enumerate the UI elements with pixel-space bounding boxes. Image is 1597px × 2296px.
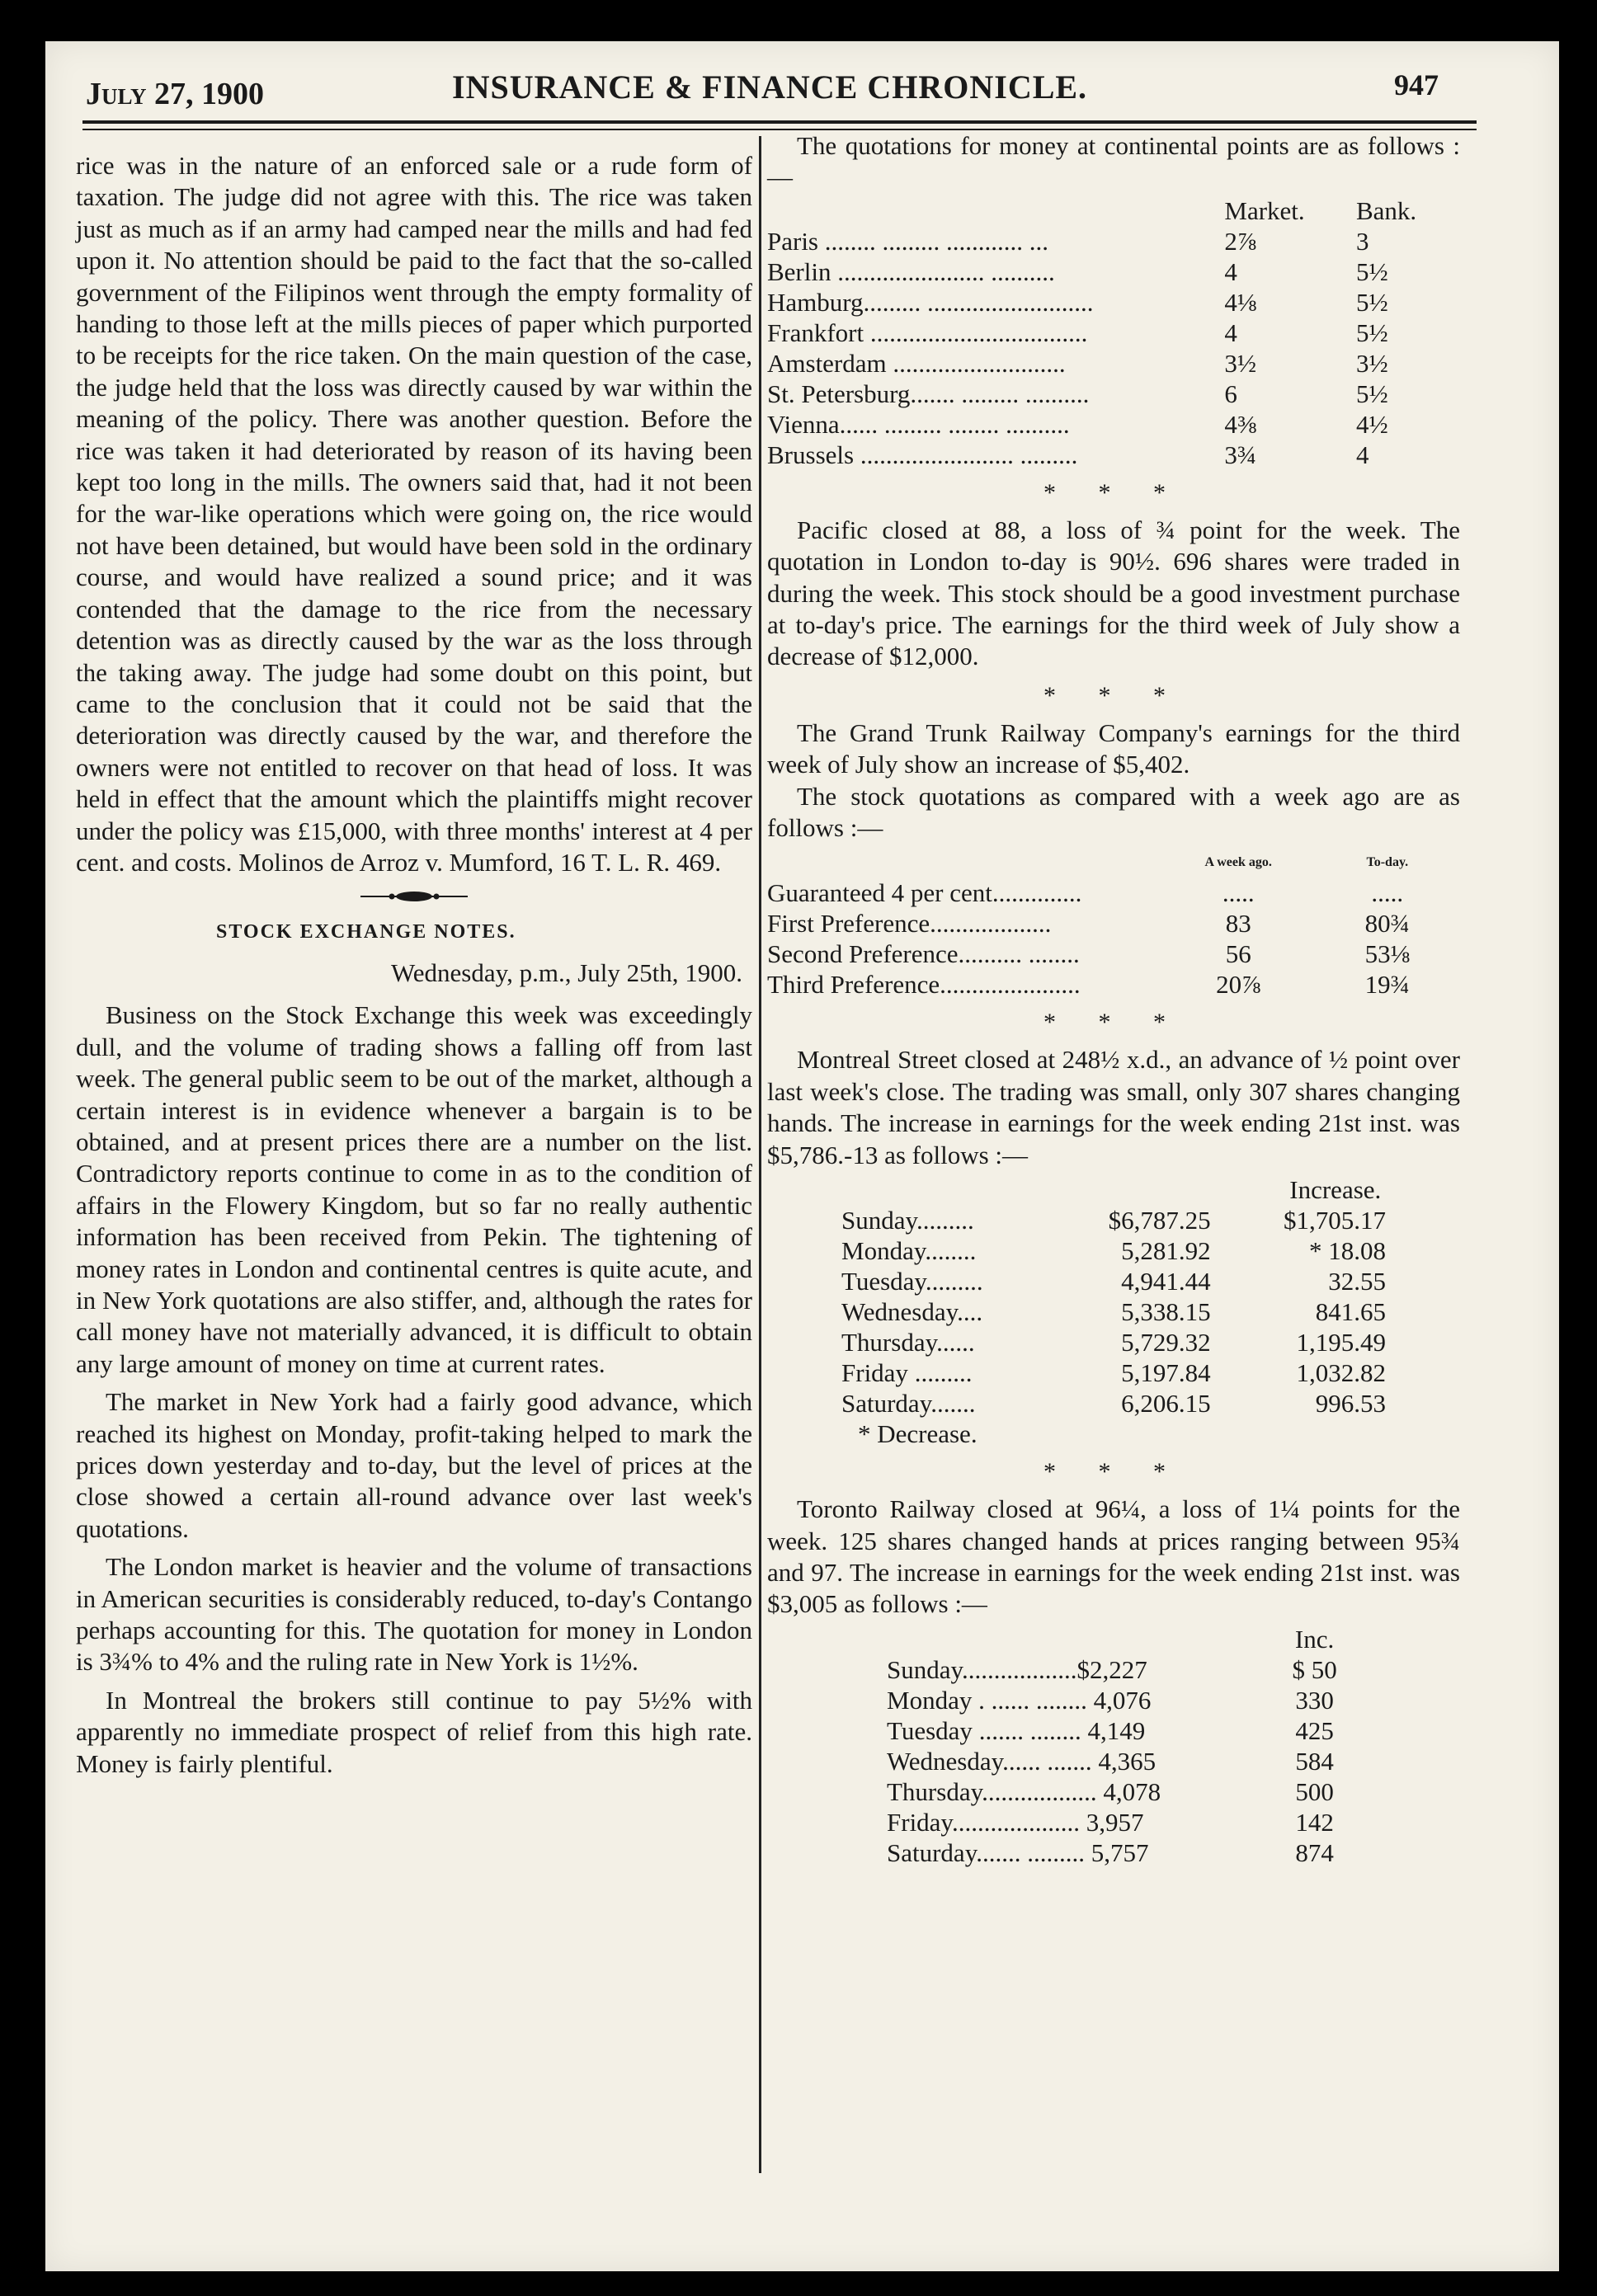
day-label: Tuesday......... — [841, 1267, 983, 1296]
footnote-row — [767, 1419, 1460, 1449]
market-rate: 4 — [1224, 256, 1237, 286]
today-value: 19¾ — [1364, 970, 1410, 1000]
section-separator-stars: * * * — [1043, 1009, 1184, 1037]
paragraph-toronto-railway: Toronto Railway closed at 96¼, a loss of 1¼ points for the week. 125 shares changed hands at prices ranging between 95¾ and 97. The increase in earnings for the week ending 21st inst. was $3,005 as follows :— — [767, 1494, 1460, 1619]
earnings-inc: 425 — [1295, 1715, 1334, 1745]
table-row — [767, 939, 1460, 969]
table-row — [767, 1205, 1460, 1235]
stock-name: Third Preference...................... — [767, 970, 1081, 1000]
city-name: Frankfort .................................. — [767, 318, 1088, 347]
table-row — [767, 440, 1460, 470]
day-amount: Tuesday ....... ........ 4,149 — [887, 1715, 1146, 1745]
table-row — [767, 1296, 1460, 1327]
table-row — [767, 1807, 1460, 1837]
bank-rate: 3 — [1355, 226, 1369, 256]
city-name: Vienna...... ......... ........ .......... — [767, 409, 1070, 439]
bank-rate: 4½ — [1355, 409, 1388, 439]
stock-name: Second Preference.......... ........ — [767, 939, 1080, 969]
day-label: Monday........ — [841, 1236, 977, 1266]
today-value: 80¾ — [1364, 909, 1410, 939]
section-separator-stars: * * * — [1043, 1458, 1184, 1486]
table-row — [767, 1388, 1460, 1419]
table-row — [767, 256, 1460, 287]
table-row — [767, 1266, 1460, 1296]
table-row — [767, 318, 1460, 348]
table-row — [767, 1327, 1460, 1357]
paragraph-london: The London market is heavier and the volume of transactions in American securities is considerably reduced, to-day's Contango perhaps accounting for this. The quotation for money in London is 3¾% to 4% and the ruling rate in New York is 1½%. — [76, 1552, 752, 1677]
paragraph-business: Business on the Stock Exchange this week was exceedingly dull, and the volume of trading shows a falling off from last week. The general public seem to be out of the market, although a certain interest is in evidence whenever a bargain is to be obtained, and at present prices there are a number on the list. Contradictory reports continue to come in as to the condition of affairs in the Flowery Kingdom, but so far no really authentic information has been received from Pekin. The tightening of money rates in London and continental centres is quite acute, and in New York quotations are also stiffer, and, although the rates for call money have not materially advanced, it is difficult to obtain any large amount of money on time at current rates. — [76, 1000, 752, 1378]
bank-rate: 5½ — [1355, 287, 1388, 317]
market-rate: 2⅞ — [1224, 226, 1257, 256]
table-row — [767, 287, 1460, 318]
bank-rate: 3½ — [1355, 348, 1388, 378]
earnings-increase: * 18.08 — [1309, 1236, 1386, 1266]
day-label: Saturday....... — [841, 1389, 976, 1419]
grand-trunk-table — [767, 847, 1460, 1000]
city-name: Paris ........ ......... ............ ... — [767, 226, 1048, 256]
earnings-increase: $1,705.17 — [1284, 1206, 1386, 1235]
earnings-inc: 874 — [1295, 1837, 1334, 1867]
day-label: Sunday......... — [841, 1206, 974, 1235]
toronto-earnings-table — [767, 1624, 1460, 1868]
city-name: Brussels ........................ ......... — [767, 440, 1078, 469]
paragraph-new-york: The market in New York had a fairly good advance, which reached its highest on Monday, profit-taking helped to mark the prices down yesterday and to-day, but the level of prices at the close showed a certain all-round advance over last week's quotations. — [76, 1387, 752, 1543]
earnings-amount: 5,197.84 — [1121, 1358, 1211, 1388]
market-rate: 4⅛ — [1224, 287, 1257, 317]
week-ago-value: 83 — [1225, 909, 1251, 939]
day-label: Thursday...... — [841, 1328, 975, 1357]
right-column — [767, 130, 1460, 1868]
day-amount: Saturday....... ......... 5,757 — [887, 1837, 1149, 1867]
day-amount: Monday . ...... ........ 4,076 — [887, 1685, 1152, 1715]
earnings-amount: 5,281.92 — [1121, 1236, 1211, 1266]
header-rule — [82, 120, 1477, 124]
city-name: Hamburg......... .......................... — [767, 287, 1094, 317]
earnings-amount: 4,941.44 — [1121, 1267, 1211, 1296]
table-row — [767, 1357, 1460, 1388]
section-separator-stars: * * * — [1043, 478, 1184, 506]
market-rate: 3½ — [1224, 348, 1257, 378]
day-label: Wednesday.... — [841, 1297, 983, 1327]
day-label: Friday ......... — [841, 1358, 973, 1388]
header-page-number: 947 — [1394, 68, 1439, 101]
gt-header-row — [767, 847, 1460, 877]
table-row — [767, 1654, 1460, 1685]
table-row — [767, 379, 1460, 409]
today-value: ..... — [1371, 878, 1404, 908]
montreal-earnings-table — [767, 1174, 1460, 1449]
section-separator-stars: * * * — [1043, 681, 1184, 709]
day-amount: Friday.................... 3,957 — [887, 1807, 1144, 1837]
table-row — [767, 226, 1460, 256]
table-row — [767, 969, 1460, 1000]
earnings-increase: 1,195.49 — [1296, 1328, 1386, 1357]
header-title: INSURANCE & FINANCE CHRONICLE. — [452, 68, 1088, 106]
header-market: Market. — [1224, 195, 1305, 225]
bank-rate: 5½ — [1355, 256, 1388, 286]
table-row — [767, 1746, 1460, 1776]
table-row — [767, 348, 1460, 379]
earnings-increase: 1,032.82 — [1296, 1358, 1386, 1388]
week-ago-value: 20⅞ — [1216, 970, 1261, 1000]
earnings-inc: 500 — [1295, 1776, 1334, 1806]
earnings-increase: 996.53 — [1315, 1389, 1386, 1419]
continental-header-row — [767, 195, 1460, 226]
article-paragraph-rice-case: rice was in the nature of an enforced sale or a rude form of taxation. The judge did not agree with this. The rice was taken just as much as if an army had camped near the mills and had fed upon it. No attention should be paid to the fact that the so-called government of the Filipinos went through the empty formality of handing to those left at the mills pieces of paper which purported to be receipts for the rice taken. On the main question of the case, the judge held that the loss was directly caused by war within the meaning of the policy. There was another question. Before the rice was taken it had deteriorated by reason of its having been kept too long in the mills. The owners said that, had it not been for the war-like operations which were going on, the rice would not have been detained, but would have been sold in the ordinary course, and would have realized a sound price; and it was contended that the damage to the rice from the necessary detention was as directly caused by the war as the loss through the taking away. The judge had some doubt on this point, but came to the conclusion that it could not be said that the deterioration was directly caused by the war, and therefore the owners were not entitled to recover on that head of loss. It was held in effect that the amount which the plaintiffs might recover under the policy was £15,000, with three months' interest at 4 per cent. and costs. Molinos de Arroz v. Mumford, 16 T. L. R. 469. — [76, 151, 752, 877]
day-amount: Sunday..................$2,227 — [887, 1654, 1147, 1684]
dateline: Wednesday, p.m., July 25th, 1900. — [390, 958, 742, 988]
earnings-amount: 5,729.32 — [1121, 1328, 1211, 1357]
left-column — [76, 150, 752, 1780]
earnings-inc: 330 — [1295, 1685, 1334, 1715]
column-divider — [759, 136, 761, 2173]
bank-rate: 5½ — [1355, 318, 1388, 347]
market-rate: 6 — [1224, 379, 1237, 408]
header-date: July 27, 1900 — [86, 77, 265, 111]
header-increase: Increase. — [1289, 1175, 1382, 1205]
earnings-inc: 142 — [1295, 1807, 1334, 1837]
earnings-increase: 32.55 — [1328, 1267, 1386, 1296]
paragraph-pacific: Pacific closed at 88, a loss of ¾ point for the week. The quotation in London to-day is 90½. 696 shares were traded in during the week. This stock should be a good investment purchase at to-day's price. The earnings for the third week of July show a decrease of $12,000. — [767, 515, 1460, 671]
decrease-footnote: * Decrease. — [858, 1419, 978, 1449]
earnings-amount: $6,787.25 — [1108, 1206, 1211, 1235]
paragraph-montreal-street: Montreal Street closed at 248½ x.d., an advance of ½ point over last week's close. The trading was small, only 307 shares changing hands. The increase in earnings for the week ending 21st inst. was $5,786.-13 as follows :— — [767, 1045, 1460, 1169]
city-name: Amsterdam ........................... — [767, 348, 1066, 378]
table-row — [767, 1715, 1460, 1746]
stock-name: First Preference................... — [767, 909, 1052, 939]
table-row — [767, 908, 1460, 939]
day-amount: Thursday.................. 4,078 — [887, 1776, 1161, 1806]
market-rate: 4 — [1224, 318, 1237, 347]
earnings-increase: 841.65 — [1315, 1297, 1386, 1327]
header-bank: Bank. — [1355, 195, 1417, 225]
table-row — [767, 1685, 1460, 1715]
paragraph-grand-trunk: The Grand Trunk Railway Company's earnings for the third week of July show an increase of $5,402. — [767, 718, 1460, 779]
day-amount: Wednesday...... ....... 4,365 — [887, 1746, 1157, 1776]
week-ago-value: 56 — [1225, 939, 1251, 969]
section-title: STOCK EXCHANGE NOTES. — [216, 921, 516, 943]
montreal-header-row — [767, 1174, 1460, 1205]
table-row — [767, 409, 1460, 440]
city-name: Berlin ....................... .......... — [767, 256, 1055, 286]
toronto-header-row — [767, 1624, 1460, 1654]
continental-table — [767, 195, 1460, 470]
paragraph-gt-intro: The stock quotations as compared with a week ago are as follows :— — [767, 781, 1460, 843]
header-today: To-day. — [1366, 855, 1409, 870]
city-name: St. Petersburg....... ......... .......... — [767, 379, 1090, 408]
earnings-inc: 584 — [1295, 1746, 1334, 1776]
table-row — [767, 877, 1460, 908]
earnings-amount: 6,206.15 — [1121, 1389, 1211, 1419]
earnings-amount: 5,338.15 — [1121, 1297, 1211, 1327]
market-rate: 4⅜ — [1224, 409, 1257, 439]
today-value: 53⅛ — [1364, 939, 1410, 969]
header-inc: Inc. — [1294, 1624, 1335, 1654]
paragraph-montreal-brokers: In Montreal the brokers still continue to pay 5½% with apparently no immediate prospect of relief from this high rate. Money is fairly plentiful. — [76, 1685, 752, 1778]
header-week-ago: A week ago. — [1204, 855, 1272, 870]
continental-intro: The quotations for money at continental points are as follows :— — [767, 131, 1460, 192]
table-row — [767, 1837, 1460, 1868]
week-ago-value: ..... — [1222, 878, 1255, 908]
table-row — [767, 1235, 1460, 1266]
bank-rate: 5½ — [1355, 379, 1388, 408]
earnings-inc: $ 50 — [1292, 1654, 1337, 1684]
stock-name: Guaranteed 4 per cent.............. — [767, 878, 1082, 908]
table-row — [767, 1776, 1460, 1807]
bank-rate: 4 — [1355, 440, 1369, 469]
ornament-rule-icon — [360, 890, 468, 903]
market-rate: 3¾ — [1224, 440, 1257, 469]
section-ornament — [76, 890, 752, 906]
